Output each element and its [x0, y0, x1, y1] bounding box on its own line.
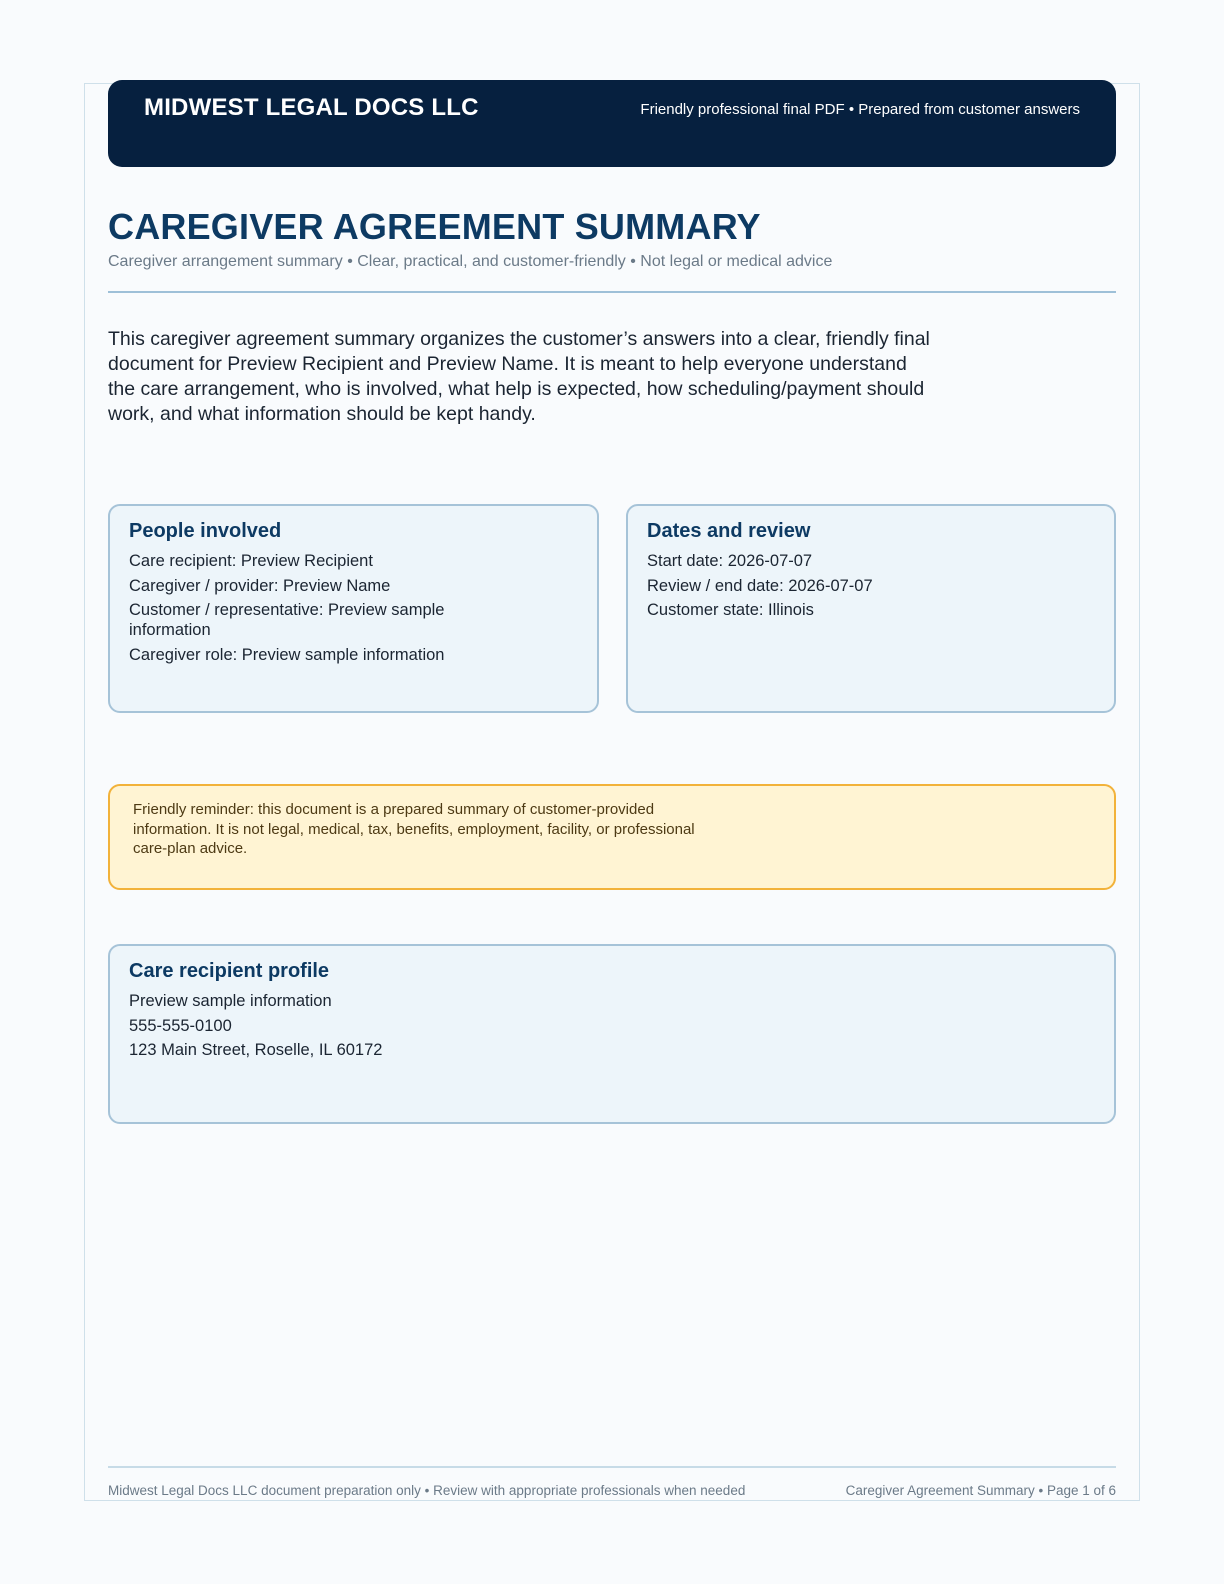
document-title: CAREGIVER AGREEMENT SUMMARY	[108, 206, 761, 247]
friendly-reminder-box	[108, 784, 1116, 890]
care-recipient-profile-title: Care recipient profile	[129, 960, 330, 982]
caregiver-provider-line: Caregiver / provider: Preview Name	[129, 576, 391, 595]
title-divider	[108, 291, 1116, 293]
intro-paragraph: This caregiver agreement summary organizes the customer’s answers into a clear, friendly final document for Preview Recipient and Preview Name. It is meant to help everyone understand the care arrangement, who is involved, what help is expected, how scheduling/payment should work, and what information should be kept handy.	[108, 328, 930, 425]
review-end-date-line: Review / end date: 2026-07-07	[647, 576, 873, 595]
people-involved-card	[108, 504, 599, 713]
footer-page-number: Caregiver Agreement Summary • Page 1 of 6	[845, 1483, 1116, 1498]
customer-state-line: Customer state: Illinois	[647, 601, 814, 619]
dates-review-title: Dates and review	[647, 520, 811, 542]
header-band	[108, 80, 1116, 167]
profile-address-line: 123 Main Street, Roselle, IL 60172	[129, 1041, 383, 1059]
start-date-line: Start date: 2026-07-07	[647, 552, 813, 570]
care-recipient-profile-card	[108, 944, 1116, 1124]
document-subtitle: Caregiver arrangement summary • Clear, practical, and customer-friendly • Not legal or medical advice	[108, 253, 833, 270]
brand-name: MIDWEST LEGAL DOCS LLC	[144, 94, 479, 121]
footer-divider	[108, 1466, 1116, 1468]
dates-review-card	[626, 504, 1116, 713]
profile-phone-line: 555-555-0100	[129, 1016, 232, 1035]
customer-representative-line: Customer / representative: Preview sample information	[129, 601, 445, 639]
people-involved-title: People involved	[129, 520, 282, 542]
friendly-reminder-text: Friendly reminder: this document is a prepared summary of customer-provided information. It is not legal, medical, tax, benefits, employment, facility, or professional care-plan advice.	[133, 801, 695, 857]
caregiver-role-line: Caregiver role: Preview sample information	[129, 645, 445, 664]
header-tagline: Friendly professional final PDF • Prepared from customer answers	[640, 101, 1080, 118]
care-recipient-line: Care recipient: Preview Recipient	[129, 552, 373, 570]
profile-info-line: Preview sample information	[129, 992, 332, 1010]
footer-disclaimer: Midwest Legal Docs LLC document preparation only • Review with appropriate professionals when needed	[108, 1483, 746, 1498]
